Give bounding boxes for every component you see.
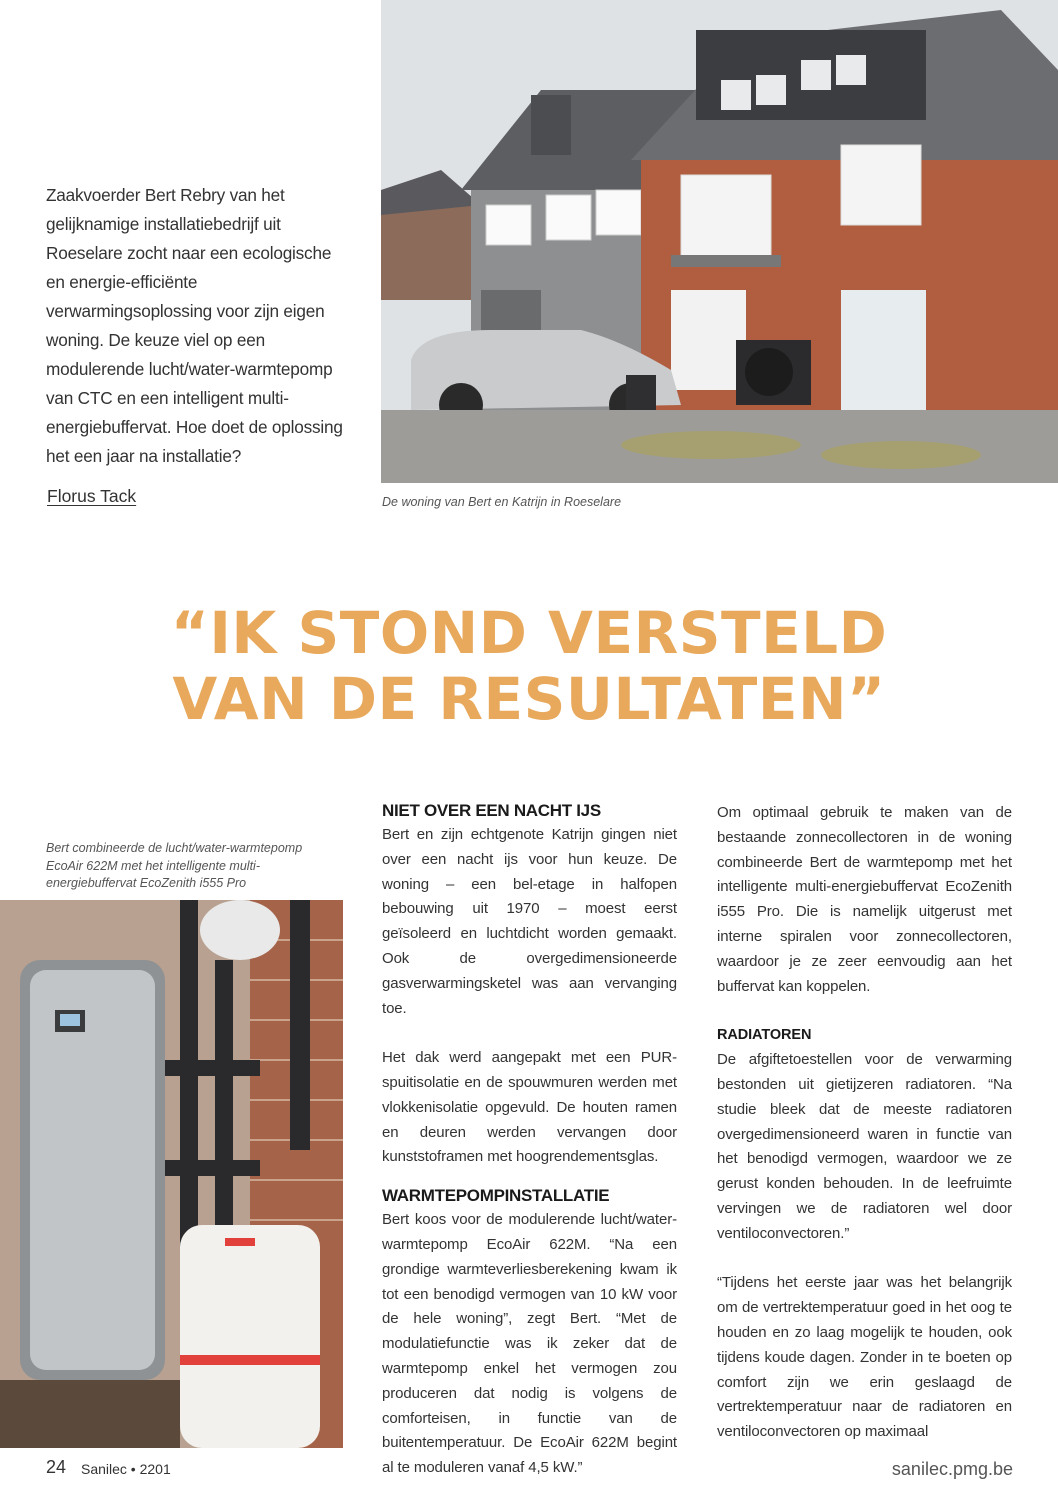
headline-line-2: VAN DE RESULTATEN” xyxy=(172,665,886,733)
house-photo-caption: De woning van Bert en Katrijn in Roeselare xyxy=(382,495,622,509)
website-link[interactable]: sanilec.pmg.be xyxy=(891,1459,1013,1479)
equipment-photo-caption: Bert combineerde de lucht/water-warmtepomp EcoAir 622M met het intelligente multi-energiebuffervat EcoZenith i555 Pro xyxy=(46,841,303,890)
section-heading-radiatoren: RADIATOREN xyxy=(717,1027,812,1044)
article-column-right xyxy=(717,801,1012,1445)
paragraph: “Tijdens het eerste jaar was het belangrijk om de vertrektemperatuur goed in het oog te houden en zo laag mogelijk te houden, ook tijdens koude dagen. Zonder in te boeten op comfort zijn we erin geslaagd de vertrektemperatuur naar de radiatoren en ventiloconvectoren op maximaal xyxy=(717,1274,1012,1441)
section-heading-warmtepompinstallatie: WARMTEPOMPINSTALLATIE xyxy=(382,1186,610,1206)
paragraph: Het dak werd aangepakt met een PUR-spuitisolatie en de spouwmuren werden met vlokkenisolatie opgevuld. De houten ramen en deuren werden vervangen door kunststoframen met hoogrendementsglas. xyxy=(382,1049,677,1166)
publication-issue: Sanilec • 2201 xyxy=(81,1461,171,1477)
paragraph: Om optimaal gebruik te maken van de bestaande zonnecollectoren in de woning combineerde Bert de warmtepomp met het intelligente multi-energiebuffervat EcoZenith i555 Pro. Die is namelijk uitgerust met interne spiralen voor zonnecollectoren, waardoor je ze zeer eenvoudig aan het buffervat kan koppelen. xyxy=(717,804,1012,995)
article-column-middle xyxy=(382,799,677,1481)
paragraph: De afgiftetoestellen voor de verwarming bestonden uit gietijzeren radiatoren. “Na studie bleek dat de meeste radiatoren overgedimensioneerd waren in functie van het benodigd vermogen, waardoor we ze gerust konden behouden. In de leefruimte vervingen we de radiatoren wel door ventiloconvectoren.” xyxy=(717,1051,1012,1242)
paragraph: Bert koos voor de modulerende lucht/water-warmtepomp EcoAir 622M. “Na een grondige warmteverliesberekening kwam ik tot een benodigd vermogen van 10 kW voor de hele woning”, zegt Bert. “Met de modulatiefunctie was ik zeker dat de warmtepomp enkel het vermogen zou produceren dat nodig is volgens de comforteisen, in functie van de buitentemperatuur. De EcoAir 622M begint al te moduleren vanaf 4,5 kW.” xyxy=(382,1211,677,1477)
author-link[interactable]: Florus Tack xyxy=(47,486,137,506)
paragraph: Bert en zijn echtgenote Katrijn gingen niet over een nacht ijs voor hun keuze. De woning – een bel-etage in halfopen bebouwing uit 1970 – moest eerst geïsoleerd en luchtdicht worden gemaakt. Ook de overgedimensioneerde gasverwarmingsketel was aan vervanging toe. xyxy=(382,826,677,1017)
house-photo xyxy=(381,0,1058,483)
headline xyxy=(0,600,1058,732)
intro-paragraph: Zaakvoerder Bert Rebry van het gelijknamige installatiebedrijf uit Roeselare zocht naar een ecologische en energie-efficiënte verwarmingsoplossing voor zijn eigen woning. De keuze viel op een modulerende lucht/water-warmtepomp van CTC en een intelligent multi-energiebuffervat. Hoe doet de oplossing het een jaar na installatie? xyxy=(46,185,343,466)
headline-line-1: “IK STOND VERSTELD xyxy=(170,599,888,667)
page-number: 24 xyxy=(46,1457,67,1477)
equipment-photo xyxy=(0,900,343,1448)
section-heading-niet-over-een-nacht-ijs: NIET OVER EEN NACHT IJS xyxy=(382,801,601,820)
